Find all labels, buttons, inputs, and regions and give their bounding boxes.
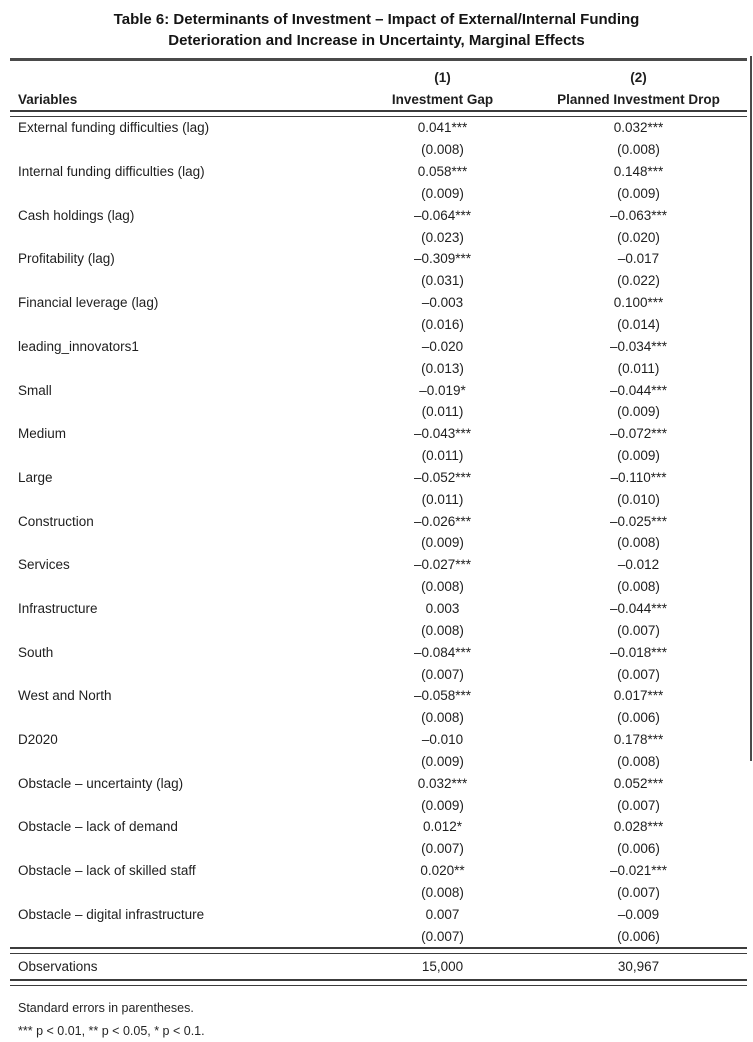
variable-label: Medium [18, 426, 67, 442]
header-planned-investment-drop: Planned Investment Drop [557, 91, 720, 107]
variable-spacer [10, 794, 355, 816]
variable-label: Financial leverage (lag) [18, 295, 159, 311]
variable-label: Services [18, 557, 70, 573]
coefficient-col2: –0.110*** [610, 469, 667, 485]
variable-label: Large [18, 469, 53, 485]
coefficient-col2: –0.044*** [609, 382, 668, 398]
coefficient-col1: 0.012* [422, 819, 463, 835]
coefficient-col2: –0.072*** [609, 426, 668, 442]
footnote-standard-errors: Standard errors in parentheses. [18, 1001, 194, 1016]
table-header [10, 61, 747, 110]
coefficient-col2: –0.034*** [609, 338, 668, 354]
coefficient-col1: –0.309*** [413, 251, 472, 267]
variable-label: Internal funding difficulties (lag) [18, 164, 205, 180]
coefficient-col2: –0.017 [617, 251, 660, 267]
coefficient-col1: 0.007 [425, 906, 460, 922]
variable-label: External funding difficulties (lag) [18, 120, 210, 136]
variable-label: Obstacle – uncertainty (lag) [18, 775, 184, 791]
table-body [10, 117, 747, 947]
variable-spacer [10, 838, 355, 860]
coefficient-col2: –0.012 [617, 557, 660, 573]
variable-spacer [10, 663, 355, 685]
footnote-significance-levels: *** p < 0.01, ** p < 0.05, * p < 0.1. [18, 1023, 205, 1038]
observations-row [10, 954, 747, 979]
coefficient-col2: –0.009 [617, 906, 660, 922]
stderr-col1: (0.007) [421, 928, 464, 944]
coefficient-col2: –0.025*** [609, 513, 668, 529]
column-number-2: (2) [630, 69, 647, 85]
stderr-col2: (0.008) [617, 535, 660, 551]
stderr-col1: (0.007) [421, 841, 464, 857]
coefficient-col1: –0.064*** [413, 207, 472, 223]
coefficient-col2: 0.028*** [613, 819, 664, 835]
variable-spacer [10, 619, 355, 641]
variable-spacer [10, 183, 355, 205]
variable-spacer [10, 401, 355, 423]
coefficient-col1: –0.019* [419, 382, 466, 398]
stderr-col2: (0.009) [617, 448, 660, 464]
coefficient-col1: 0.020** [420, 863, 465, 879]
stderr-col1: (0.008) [421, 622, 464, 638]
variable-spacer [10, 445, 355, 467]
header-investment-gap: Investment Gap [391, 91, 494, 107]
variable-label: South [18, 644, 54, 660]
variable-spacer [10, 707, 355, 729]
stderr-col1: (0.007) [421, 666, 464, 682]
coefficient-col1: –0.026*** [413, 513, 472, 529]
coefficient-col2: 0.100*** [613, 295, 664, 311]
scan-edge-artifact [750, 56, 753, 761]
coefficient-col1: 0.041*** [417, 120, 468, 136]
stderr-col2: (0.006) [617, 841, 660, 857]
coefficient-col1: –0.027*** [413, 557, 472, 573]
coefficient-col1: –0.010 [421, 732, 464, 748]
stderr-col2: (0.007) [617, 622, 660, 638]
stderr-col2: (0.022) [617, 273, 660, 289]
variable-label: Profitability (lag) [18, 251, 115, 267]
stderr-col1: (0.008) [421, 884, 464, 900]
coefficient-col2: 0.052*** [613, 775, 664, 791]
stderr-col2: (0.007) [617, 797, 660, 813]
variable-label: Obstacle – digital infrastructure [18, 906, 205, 922]
variable-label: leading_innovators1 [18, 338, 139, 354]
stderr-col1: (0.008) [421, 579, 464, 595]
variable-spacer [10, 357, 355, 379]
variable-spacer [10, 139, 355, 161]
stderr-col1: (0.008) [421, 142, 464, 158]
stderr-col2: (0.007) [617, 884, 660, 900]
coefficient-col2: 0.178*** [613, 732, 664, 748]
stderr-col2: (0.009) [617, 404, 660, 420]
coefficient-col1: –0.043*** [413, 426, 472, 442]
stderr-col1: (0.009) [421, 185, 464, 201]
stderr-col1: (0.011) [421, 491, 464, 507]
table-title-line2: Deterioration and Increase in Uncertainty, Marginal Effects [168, 32, 585, 49]
stderr-col2: (0.011) [617, 360, 660, 376]
bottom-rule [10, 979, 747, 986]
stderr-col2: (0.008) [617, 753, 660, 769]
stderr-col1: (0.008) [421, 710, 464, 726]
variable-spacer [10, 532, 355, 554]
column-number-1: (1) [434, 69, 451, 85]
variable-spacer [10, 488, 355, 510]
stderr-col1: (0.009) [421, 797, 464, 813]
variable-label: Obstacle – lack of demand [18, 819, 178, 835]
stderr-col2: (0.006) [617, 710, 660, 726]
coefficient-col2: –0.021*** [609, 863, 668, 879]
variable-spacer [10, 750, 355, 772]
coefficient-col1: –0.020 [421, 338, 464, 354]
header-spacer [10, 66, 355, 88]
observations-col1: 15,000 [421, 959, 464, 975]
stderr-col1: (0.011) [421, 448, 464, 464]
pre-observations-rule [10, 947, 747, 954]
stderr-col2: (0.009) [617, 185, 660, 201]
variable-spacer [10, 314, 355, 336]
variable-label: Obstacle – lack of skilled staff [18, 863, 196, 879]
table-title [0, 0, 753, 51]
variable-spacer [10, 882, 355, 904]
table-title-line1: Table 6: Determinants of Investment – Impact of External/Internal Funding [113, 11, 640, 28]
variable-label: Small [18, 382, 52, 398]
stderr-col1: (0.016) [421, 317, 464, 333]
coefficient-col2: –0.044*** [609, 600, 668, 616]
variable-label: Cash holdings (lag) [18, 207, 135, 223]
stderr-col2: (0.008) [617, 142, 660, 158]
stderr-col2: (0.008) [617, 579, 660, 595]
observations-label: Observations [18, 959, 98, 975]
coefficient-col1: 0.003 [425, 600, 460, 616]
variable-label: D2020 [18, 732, 58, 748]
coefficient-col1: –0.052*** [413, 469, 472, 485]
coefficient-col1: 0.032*** [417, 775, 468, 791]
header-variables: Variables [18, 91, 78, 107]
stderr-col1: (0.009) [421, 753, 464, 769]
variable-label: Construction [18, 513, 94, 529]
stderr-col1: (0.023) [421, 229, 464, 245]
stderr-col2: (0.014) [617, 317, 660, 333]
coefficient-col1: –0.084*** [413, 644, 472, 660]
variable-spacer [10, 226, 355, 248]
stderr-col2: (0.007) [617, 666, 660, 682]
variable-label: West and North [18, 688, 112, 704]
coefficient-col2: 0.032*** [613, 120, 664, 136]
regression-table [10, 58, 747, 986]
coefficient-col2: –0.018*** [609, 644, 668, 660]
stderr-col2: (0.020) [617, 229, 660, 245]
variable-spacer [10, 576, 355, 598]
coefficient-col1: 0.058*** [417, 164, 468, 180]
variable-spacer [10, 270, 355, 292]
stderr-col2: (0.006) [617, 928, 660, 944]
variable-spacer [10, 925, 355, 947]
stderr-col1: (0.011) [421, 404, 464, 420]
coefficient-col1: –0.058*** [413, 688, 472, 704]
coefficient-col1: –0.003 [421, 295, 464, 311]
coefficient-col2: –0.063*** [609, 207, 668, 223]
stderr-col2: (0.010) [617, 491, 660, 507]
stderr-col1: (0.009) [421, 535, 464, 551]
observations-col2: 30,967 [617, 959, 660, 975]
stderr-col1: (0.013) [421, 360, 464, 376]
coefficient-col2: 0.148*** [613, 164, 664, 180]
variable-label: Infrastructure [18, 600, 98, 616]
coefficient-col2: 0.017*** [613, 688, 664, 704]
footnotes [18, 997, 753, 1042]
header-rule [10, 110, 747, 117]
stderr-col1: (0.031) [421, 273, 464, 289]
